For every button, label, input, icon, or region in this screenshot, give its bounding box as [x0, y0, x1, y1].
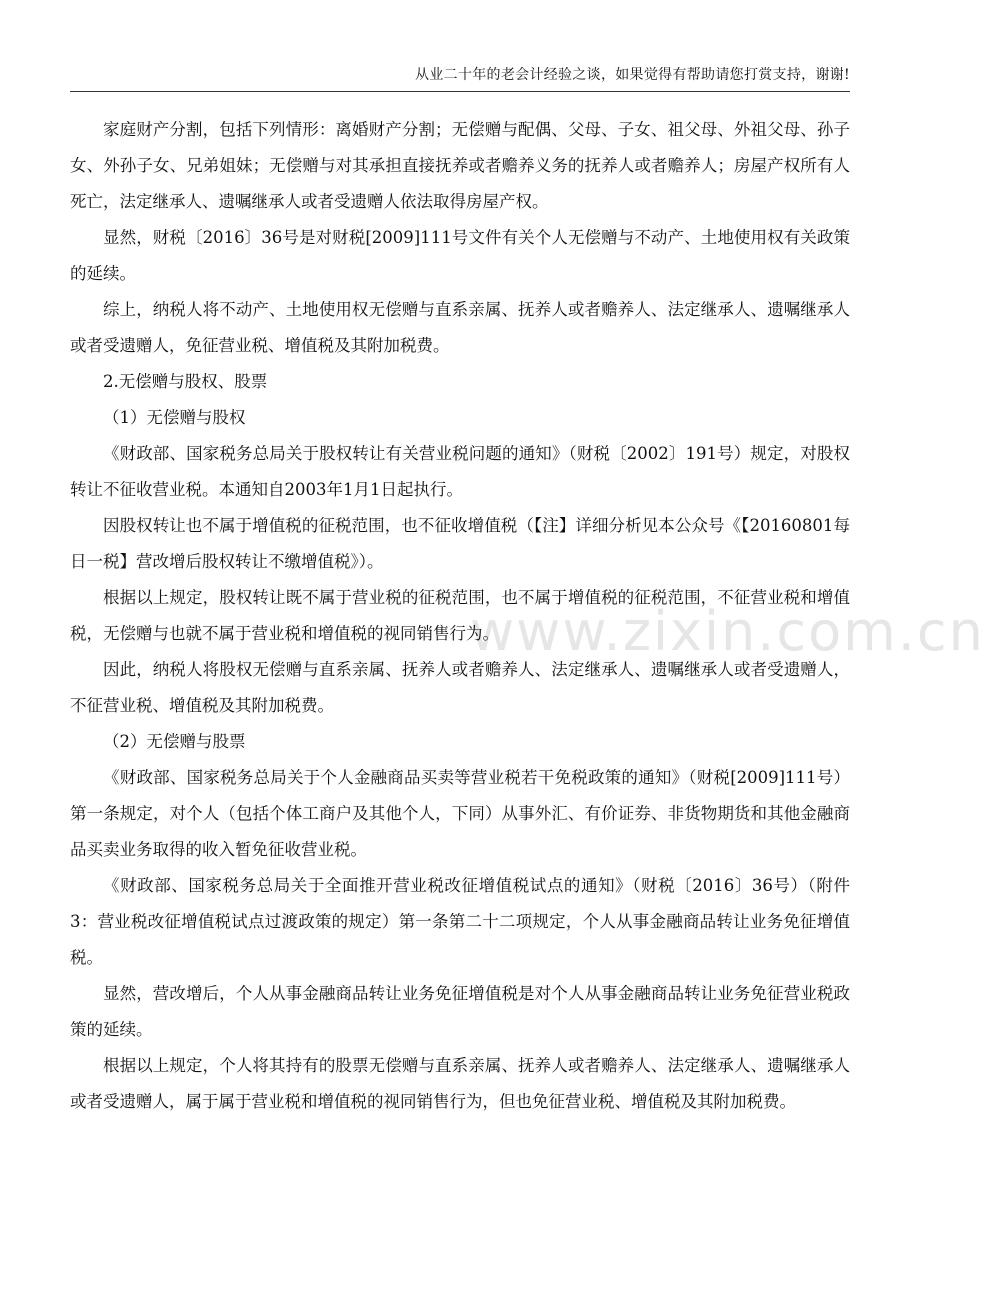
paragraph: 根据以上规定，个人将其持有的股票无偿赠与直系亲属、抚养人或者赡养人、法定继承人、遗嘱继承人或者受遗赠人，属于属于营业税和增值税的视同销售行为，但也免征营业税、增值税及其附加税费。	[70, 1056, 850, 1111]
paragraph: 综上，纳税人将不动产、土地使用权无偿赠与直系亲属、抚养人或者赡养人、法定继承人、遗嘱继承人或者受遗赠人，免征营业税、增值税及其附加税费。	[70, 300, 850, 355]
header-divider	[70, 91, 850, 92]
document-body	[70, 112, 850, 1120]
paragraph: 《财政部、国家税务总局关于全面推开营业税改征增值税试点的通知》（财税〔2016〕36号）（附件3：营业税改征增值税试点过渡政策的规定）第一条第二十二项规定，个人从事金融商品转让业务免征增值税。	[70, 876, 850, 967]
paragraph: 《财政部、国家税务总局关于个人金融商品买卖等营业税若干免税政策的通知》（财税[2009]111号）第一条规定，对个人（包括个体工商户及其他个人，下同）从事外汇、有价证券、非货物期货和其他金融商品买卖业务取得的收入暂免征收营业税。	[70, 768, 850, 859]
paragraph: 家庭财产分割，包括下列情形：离婚财产分割；无偿赠与配偶、父母、子女、祖父母、外祖父母、孙子女、外孙子女、兄弟姐妹；无偿赠与对其承担直接抚养或者赡养义务的抚养人或者赡养人；房屋产权所有人死亡，法定继承人、遗嘱继承人或者受遗赠人依法取得房屋产权。	[70, 120, 850, 211]
subsection-heading: （2）无偿赠与股票	[103, 732, 246, 751]
paragraph: 《财政部、国家税务总局关于股权转让有关营业税问题的通知》（财税〔2002〕191号）规定，对股权转让不征收营业税。本通知自2003年1月1日起执行。	[70, 444, 850, 499]
paragraph: 因此，纳税人将股权无偿赠与直系亲属、抚养人或者赡养人、法定继承人、遗嘱继承人或者受遗赠人，不征营业税、增值税及其附加税费。	[70, 660, 850, 715]
section-heading: 2.无偿赠与股权、股票	[103, 372, 268, 391]
page-header: 从业二十年的老会计经验之谈，如果觉得有帮助请您打赏支持，谢谢!	[415, 67, 850, 83]
paragraph: 根据以上规定，股权转让既不属于营业税的征税范围，也不属于增值税的征税范围，不征营业税和增值税，无偿赠与也就不属于营业税和增值税的视同销售行为。	[70, 588, 850, 643]
paragraph: 因股权转让也不属于增值税的征税范围，也不征收增值税（【注】详细分析见本公众号《【20160801每日一税】营改增后股权转让不缴增值税》）。	[70, 516, 850, 571]
paragraph: 显然，营改增后，个人从事金融商品转让业务免征增值税是对个人从事金融商品转让业务免征营业税政策的延续。	[70, 984, 850, 1039]
subsection-heading: （1）无偿赠与股权	[103, 408, 246, 427]
watermark-text: www.zixin.com.cn	[470, 600, 985, 663]
paragraph: 显然，财税〔2016〕36号是对财税[2009]111号文件有关个人无偿赠与不动产、土地使用权有关政策的延续。	[70, 228, 850, 283]
